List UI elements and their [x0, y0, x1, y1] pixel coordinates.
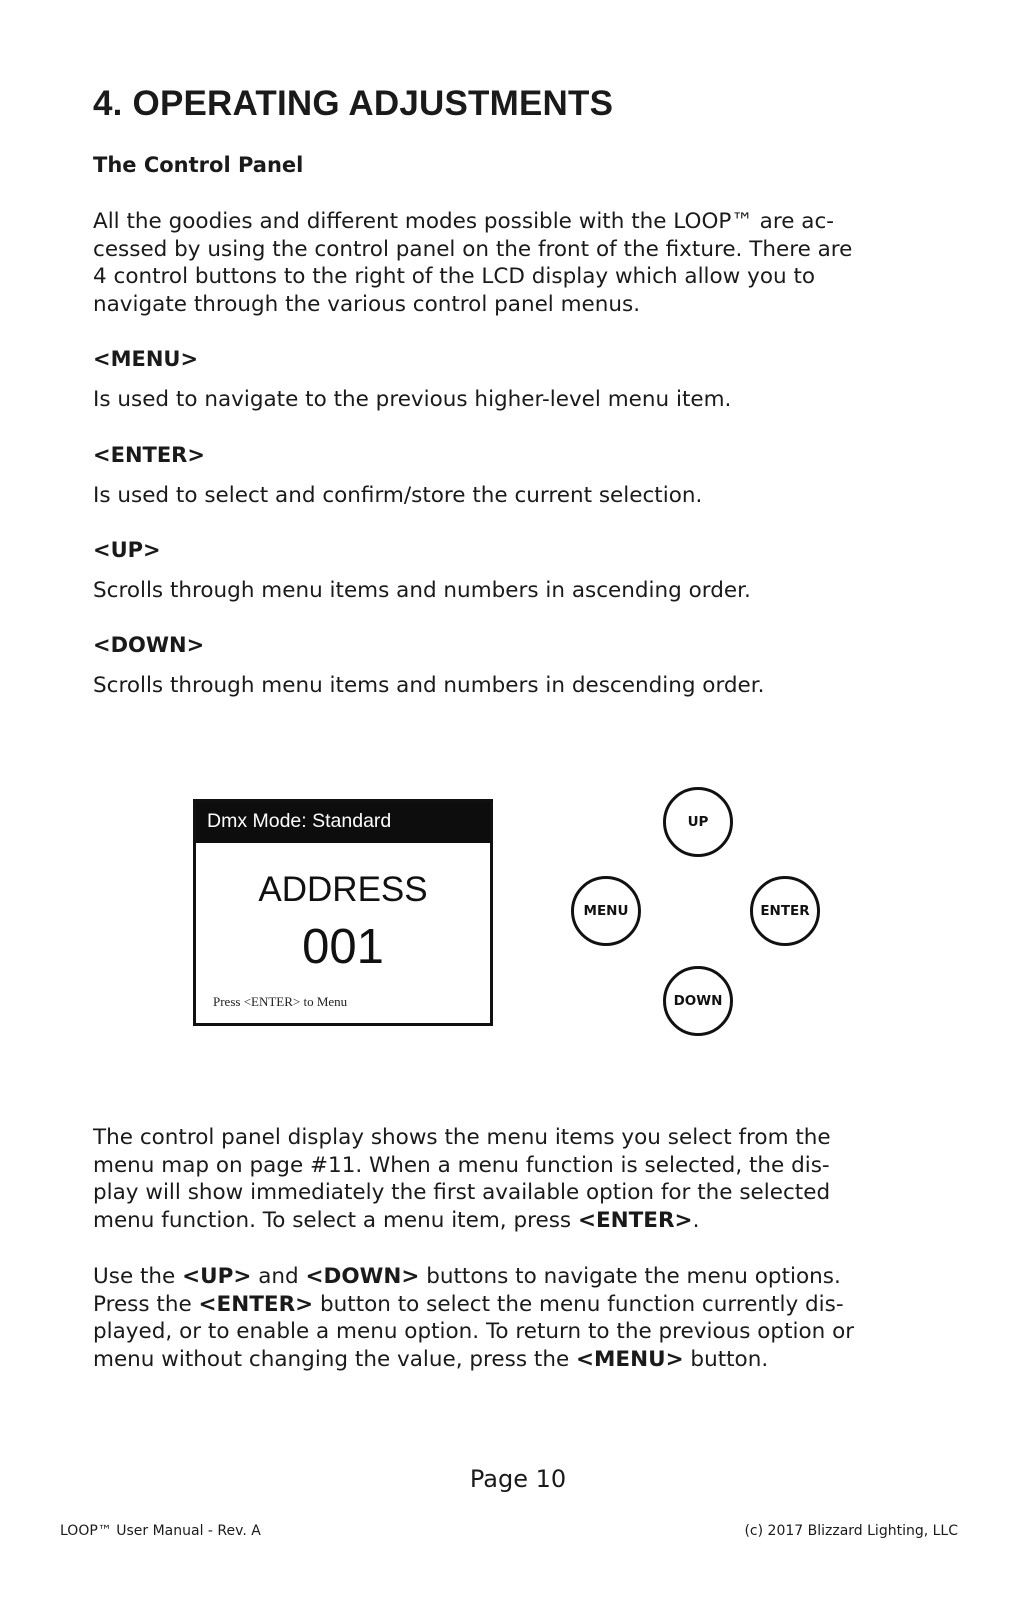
display-line: menu map on page #11. When a menu function is selected, the dis- [93, 1152, 830, 1178]
navigation-line: Press the <ENTER> button to select the menu function currently dis- [93, 1291, 844, 1317]
intro-paragraph [93, 208, 943, 318]
intro-line: navigate through the various control panel menus. [93, 291, 641, 317]
menu-heading: <MENU> [93, 347, 199, 371]
menu-button[interactable]: MENU [571, 876, 641, 946]
display-line: The control panel display shows the menu items you select from the [93, 1125, 831, 1150]
lcd-label: ADDRESS [258, 870, 428, 909]
enter-description: Is used to select and confirm/store the current selection. [93, 483, 703, 508]
section-heading: The Control Panel [93, 153, 304, 177]
navigation-line: Use the <UP> and <DOWN> buttons to navigate the menu options. [93, 1264, 841, 1289]
lcd-display [193, 799, 493, 1026]
intro-line: 4 control buttons to the right of the LCD display which allow you to [93, 264, 816, 289]
navigation-paragraph [93, 1263, 943, 1373]
up-description: Scrolls through menu items and numbers in ascending order. [93, 578, 751, 603]
navigation-line: played, or to enable a menu option. To return to the previous option or [93, 1319, 855, 1344]
down-description: Scrolls through menu items and numbers in descending order. [93, 673, 765, 698]
lcd-value: 001 [302, 920, 384, 974]
display-line: menu function. To select a menu item, press <ENTER>. [93, 1207, 700, 1233]
footer-manual-title: LOOP™ User Manual - Rev. A [60, 1523, 261, 1539]
lcd-header-bar [196, 802, 490, 843]
lcd-header-text: Dmx Mode: Standard [207, 810, 392, 832]
up-button[interactable]: UP [663, 787, 733, 857]
display-paragraph [93, 1124, 943, 1234]
intro-line: cessed by using the control panel on the front of the fixture. There are [93, 236, 853, 262]
navigation-line: menu without changing the value, press the <MENU> button. [93, 1346, 769, 1372]
up-heading: <UP> [93, 538, 161, 562]
intro-line: All the goodies and different modes possible with the LOOP™ are ac- [93, 209, 835, 234]
enter-button[interactable]: ENTER [750, 876, 820, 946]
page-number: Page 10 [469, 1465, 567, 1493]
lcd-hint: Press <ENTER> to Menu [213, 994, 348, 1009]
display-line: play will show immediately the first available option for the selected [93, 1180, 831, 1205]
down-heading: <DOWN> [93, 633, 205, 657]
down-button[interactable]: DOWN [663, 966, 733, 1036]
footer-copyright: (c) 2017 Blizzard Lighting, LLC [744, 1523, 958, 1539]
menu-description: Is used to navigate to the previous higher-level menu item. [93, 387, 732, 412]
page-title: 4. OPERATING ADJUSTMENTS [93, 84, 614, 123]
enter-heading: <ENTER> [93, 443, 205, 467]
